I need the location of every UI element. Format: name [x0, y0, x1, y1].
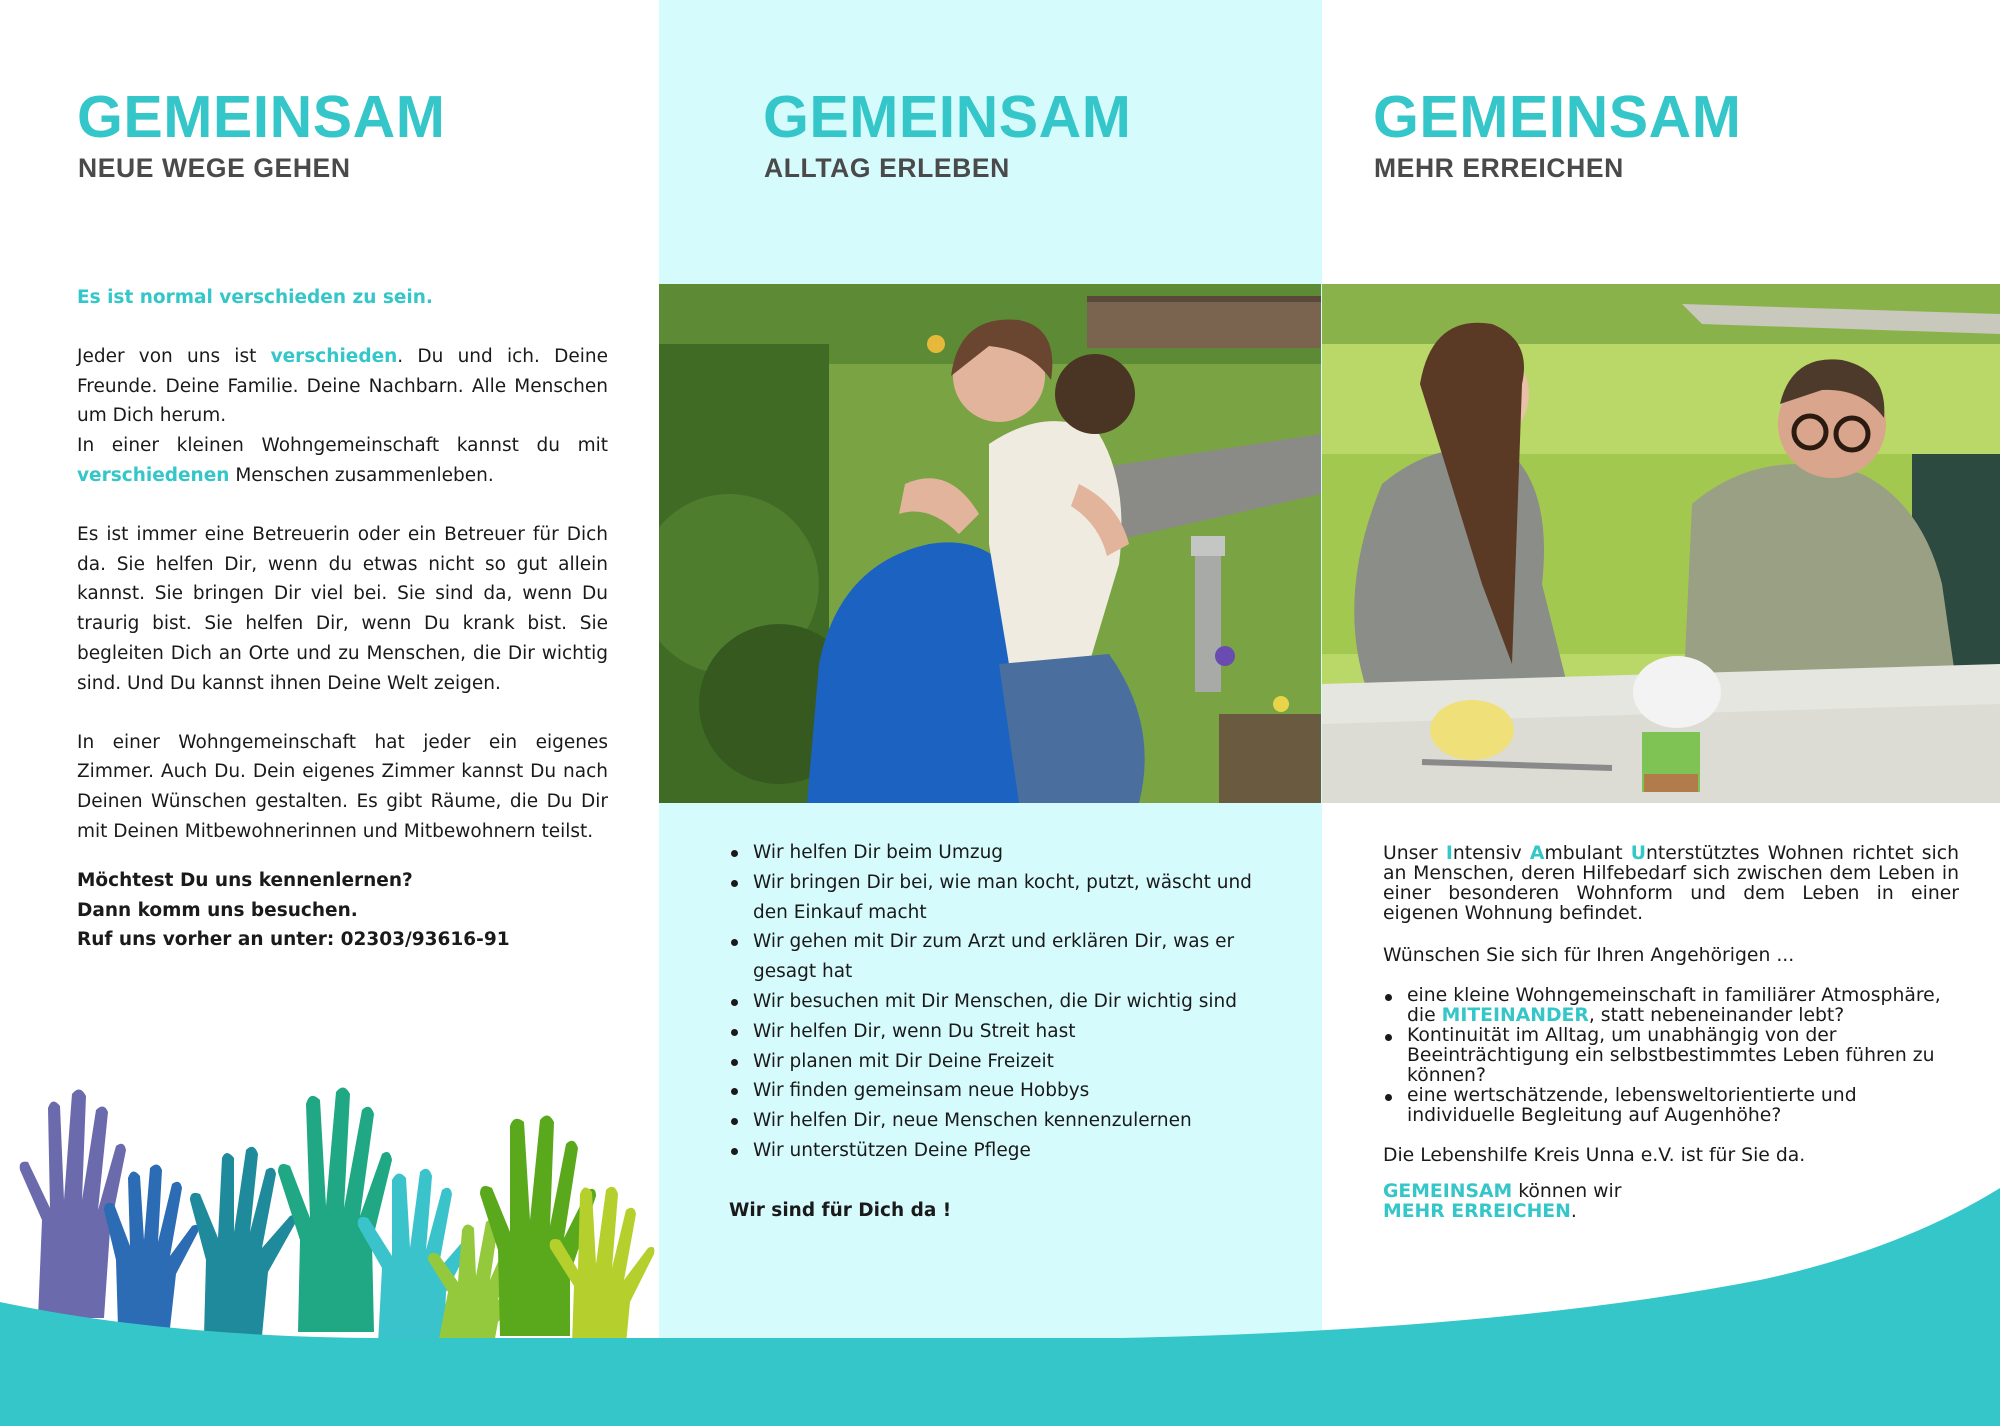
two-women-hugging-photo: [659, 284, 1321, 803]
list-item: Wir gehen mit Dir zum Arzt und erklären Dir, was er gesagt hat: [729, 927, 1269, 987]
list-item: Wir bringen Dir bei, wie man kocht, putzt, wäscht und den Einkauf macht: [729, 868, 1269, 928]
woman-and-man-at-table-photo: [1322, 284, 2000, 803]
list-item: Kontinuität im Alltag, um unabhängig von der Beeinträchtigung ein selbstbestimmtes Leben führen zu können?: [1383, 1026, 1959, 1086]
right-title: GEMEINSAM: [1373, 84, 1742, 150]
list-item: eine kleine Wohngemeinschaft in familiärer Atmosphäre, die MITEINANDER, statt nebeneinander lebt?: [1383, 986, 1959, 1026]
list-item: Wir besuchen mit Dir Menschen, die Dir wichtig sind: [729, 987, 1269, 1017]
list-item: eine wertschätzende, lebensweltorientierte und individuelle Begleitung auf Augenhöhe?: [1383, 1086, 1959, 1126]
right-question: Wünschen Sie sich für Ihren Angehörigen ...: [1383, 945, 1795, 966]
left-subtitle: NEUE WEGE GEHEN: [78, 153, 351, 183]
list-item: Wir helfen Dir, wenn Du Streit hast: [729, 1017, 1269, 1047]
middle-text-column: [729, 838, 1269, 1226]
middle-closing: Wir sind für Dich da !: [729, 1199, 952, 1221]
support-list: [729, 838, 1269, 1166]
organisation-statement: Die Lebenshilfe Kreis Unna e.V. ist für Sie da.: [1383, 1145, 1806, 1166]
left-call-to-action: Möchtest Du uns kennenlernen? Dann komm uns besuchen. Ruf uns vorher an unter: 02303/93616-91: [77, 869, 510, 951]
signature-line-2: MEHR ERREICHEN.: [1383, 1201, 1577, 1222]
right-text-column: [1383, 844, 1959, 1222]
right-subtitle: MEHR ERREICHEN: [1374, 153, 1624, 183]
bottom-wave-decoration: [0, 1180, 2000, 1426]
right-intro: Unser Intensiv Ambulant Unterstütztes Wohnen richtet sich an Menschen, deren Hilfebedarf sich zwischen dem Leben in einer besonderen Wohnform und dem Leben in einer eigenen Wohnung befindet.: [1383, 843, 1959, 924]
signature-line-1: GEMEINSAM können wir: [1383, 1181, 1622, 1202]
middle-subtitle: ALLTAG ERLEBEN: [764, 153, 1010, 183]
list-item: Wir planen mit Dir Deine Freizeit: [729, 1047, 1269, 1077]
middle-title: GEMEINSAM: [763, 84, 1132, 150]
left-paragraph-3: In einer Wohngemeinschaft hat jeder ein eigenes Zimmer. Auch Du. Dein eigenes Zimmer kannst Du nach Deinen Wünschen gestalten. Es gibt Räume, die Du Dir mit Deinen Mitbewohnerinnen und Mitbewohnern teilst.: [77, 731, 608, 842]
left-paragraph-2: Es ist immer eine Betreuerin oder ein Betreuer für Dich da. Sie helfen Dir, wenn du etwas nicht so gut allein kannst. Sie bringen Dir viel bei. Sie sind da, wenn Du traurig bist. Sie helfen Dir, wenn Du krank bist. Sie begleiten Dich an Orte und zu Menschen, die Dir wichtig sind. Und Du kannst ihnen Deine Welt zeigen.: [77, 523, 608, 694]
list-item: Wir helfen Dir, neue Menschen kennenzulernen: [729, 1106, 1269, 1136]
list-item: Wir helfen Dir beim Umzug: [729, 838, 1269, 868]
left-text-column: [77, 283, 608, 955]
left-title: GEMEINSAM: [77, 84, 446, 150]
wishes-list: [1383, 986, 1959, 1126]
left-paragraph-1: Jeder von uns ist verschieden. Du und ich. Deine Freunde. Deine Familie. Deine Nachbarn. Alle Menschen um Dich herum.: [77, 345, 608, 427]
left-paragraph-1b: In einer kleinen Wohngemeinschaft kannst du mit verschiedenen Menschen zusammenleben.: [77, 435, 608, 486]
list-item: Wir unterstützen Deine Pflege: [729, 1136, 1269, 1166]
list-item: Wir finden gemeinsam neue Hobbys: [729, 1076, 1269, 1106]
left-intro: Es ist normal verschieden zu sein.: [77, 287, 433, 308]
